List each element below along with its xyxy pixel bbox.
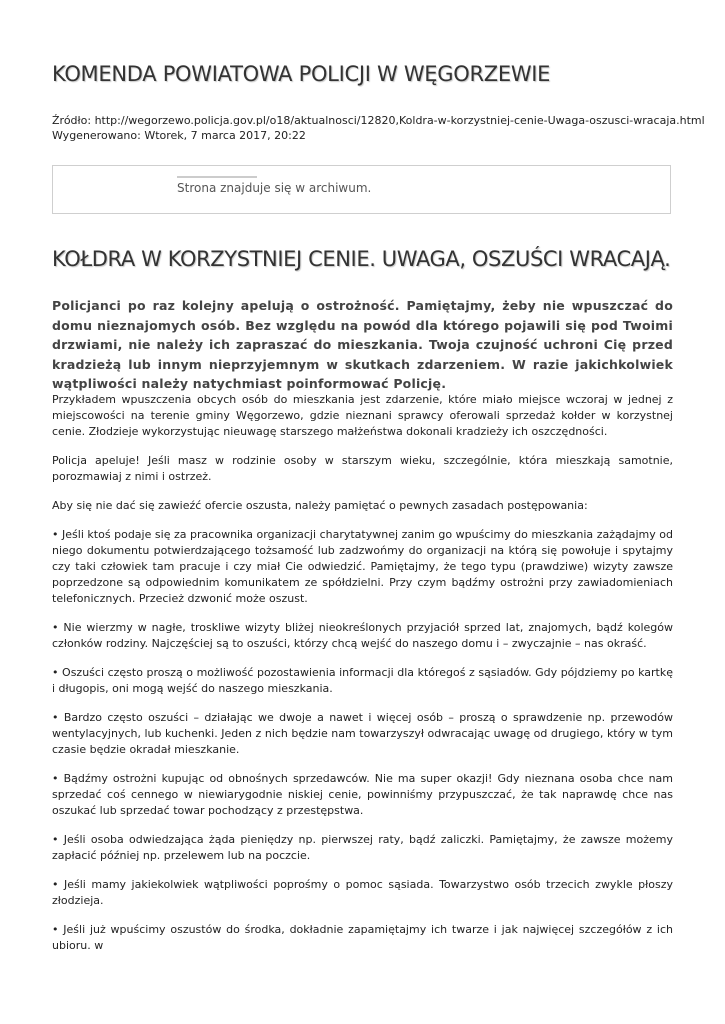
article-lead: Policjanci po raz kolejny apelują o ostrożność. Pamiętajmy, żeby nie wpuszczać do domu nieznajomych osób. Bez względu na powód dla którego pojawili się pod Twoimi drzwiami, nie należy ich zapraszać do mieszkania. Twoja czujność uchroni Cię przed kradzieżą lub innym nieprzyjemnym w skutkach zdarzeniem. W razie jakichkolwiek wątpliwości należy natychmiast poinformować Policję. xyxy=(52,298,673,391)
list-item: • Bądźmy ostrożni kupując od obnośnych sprzedawców. Nie ma super okazji! Gdy nieznana osoba chce nam sprzedać coś cennego w niewiarygodnie niskiej cenie, powinniśmy przypuszczać, że tak naprawdę chce nas oszukać lub sprzedać towar pochodzący z przestępstwa. xyxy=(52,772,673,817)
list-item: • Jeśli już wpuścimy oszustów do środka, dokładnie zapamiętajmy ich twarze i jak najwięcej szczegółów z ich ubioru. w xyxy=(52,923,673,952)
generated-line: Wygenerowano: Wtorek, 7 marca 2017, 20:22 xyxy=(52,129,306,142)
article-body xyxy=(52,392,673,967)
archive-notice-box xyxy=(52,165,671,214)
paragraph: Aby się nie dać się zawieźć ofercie oszusta, należy pamiętać o pewnych zasadach postępowania: xyxy=(52,499,588,512)
list-item: • Bardzo często oszuści – działając we dwoje a nawet i więcej osób – proszą o sprawdzenie np. przewodów wentylacyjnych, lub kuchenki. Jeden z nich będzie nam towarzyszył odwracając uwagę od drugiego, który w tym czasie będzie okradał mieszkanie. xyxy=(52,711,673,756)
article-title: KOŁDRA W KORZYSTNIEJ CENIE. UWAGA, OSZUŚCI WRACAJĄ. xyxy=(52,247,671,271)
source-line: Źródło: http://wegorzewo.policja.gov.pl/o18/aktualnosci/12820,Koldra-w-korzystniej-cenie-Uwaga-oszusci-wracaja.html xyxy=(52,114,705,127)
list-item: • Jeśli osoba odwiedzająca żąda pieniędzy np. pierwszej raty, bądź zaliczki. Pamiętajmy, że zawsze możemy zapłacić później np. przelewem lub na poczcie. xyxy=(52,833,673,862)
archive-notice-text: Strona znajduje się w archiwum. xyxy=(177,181,372,195)
list-item: • Jeśli ktoś podaje się za pracownika organizacji charytatywnej zanim go wpuścimy do mieszkania zażądajmy od niego dokumentu potwierdzającego tożsamość lub zadzwońmy do organizacji na którą się powołuje i spytajmy czy taki człowiek tam pracuje i czy miał Cie odwiedzić. Pamiętajmy, że tego typu (prawdziwe) wizyty zawsze poprzedzone są odpowiednim komunikatem ze spółdzielni. Przy czym bądźmy ostrożni przy zawiadomieniach telefonicznych. Przecież dzwonić może oszust. xyxy=(52,528,673,605)
document-meta xyxy=(52,113,705,143)
site-title: KOMENDA POWIATOWA POLICJI W WĘGORZEWIE xyxy=(52,62,551,86)
paragraph: Przykładem wpuszczenia obcych osób do mieszkania jest zdarzenie, które miało miejsce wczoraj w jednej z miejscowości na terenie gminy Węgorzewo, gdzie nieznani sprawcy oferowali sprzedaż kołder w korzystnej cenie. Złodzieje wykorzystując nieuwagę starszego małżeństwa dokonali kradzieży ich oszczędności. xyxy=(52,393,673,438)
list-item: • Oszuści często proszą o możliwość pozostawienia informacji dla któregoś z sąsiadów. Gdy pójdziemy po kartkę i długopis, oni mogą wejść do naszego mieszkania. xyxy=(52,666,673,695)
archive-divider xyxy=(177,176,257,178)
list-item: • Nie wierzmy w nagłe, troskliwe wizyty bliżej nieokreślonych przyjaciół sprzed lat, znajomych, bądź kolegów członków rodziny. Najczęściej są to oszuści, którzy chcą wejść do naszego domu i – zwyczajnie – nas okraść. xyxy=(52,621,673,650)
paragraph: Policja apeluje! Jeśli masz w rodzinie osoby w starszym wieku, szczególnie, która mieszkają samotnie, porozmawiaj z nimi i ostrzeż. xyxy=(52,454,673,483)
list-item: • Jeśli mamy jakiekolwiek wątpliwości poprośmy o pomoc sąsiada. Towarzystwo osób trzecich zwykle płoszy złodzieja. xyxy=(52,878,673,907)
